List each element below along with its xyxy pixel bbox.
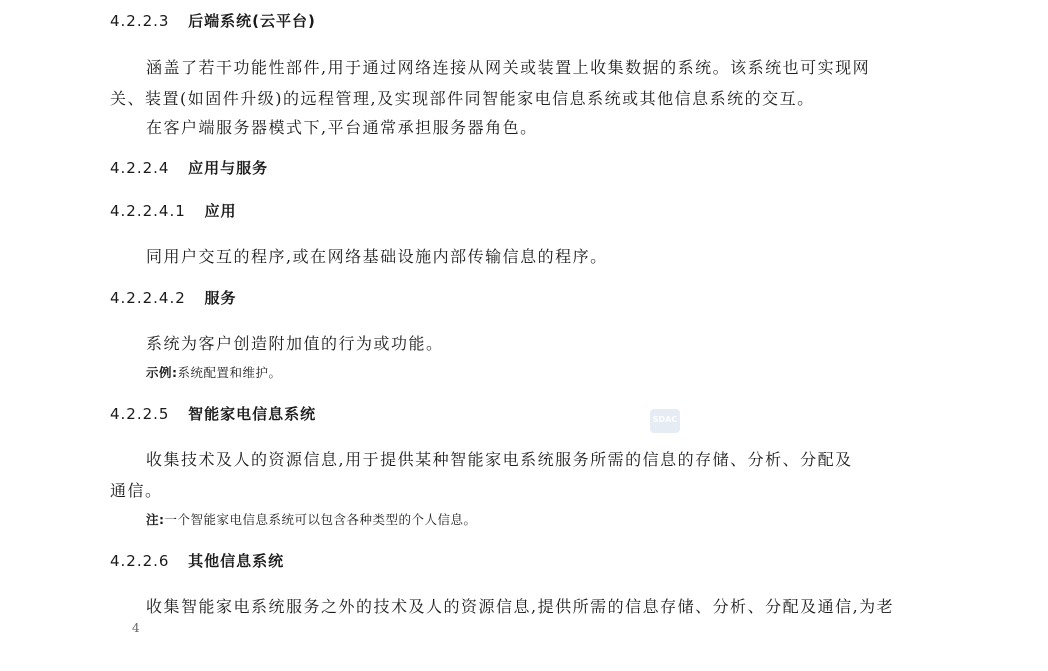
- paragraph-line: 通信。: [110, 481, 163, 500]
- heading-4-2-2-4-1: [110, 200, 236, 221]
- note-label: 注:: [146, 512, 165, 527]
- section-number: 4.2.2.3: [110, 12, 170, 30]
- section-number: 4.2.2.5: [110, 405, 170, 423]
- note-text: 一个智能家电信息系统可以包含各种类型的个人信息。: [164, 512, 477, 527]
- watermark-text: SDAC: [652, 415, 678, 424]
- paragraph-line: 涵盖了若干功能性部件,用于通过网络连接从网关或装置上收集数据的系统。该系统也可实现网: [146, 58, 871, 77]
- heading-4-2-2-6: [110, 550, 284, 571]
- section-title: 应用与服务: [188, 159, 269, 177]
- section-title: 服务: [204, 289, 237, 307]
- heading-4-2-2-4: [110, 157, 268, 178]
- paragraph-line: 同用户交互的程序,或在网络基础设施内部传输信息的程序。: [146, 247, 608, 266]
- section-number: 4.2.2.4.2: [110, 289, 186, 307]
- paragraph-line: 系统为客户创造附加值的行为或功能。: [146, 334, 444, 353]
- heading-4-2-2-5: [110, 403, 316, 424]
- paragraph-line: 在客户端服务器模式下,平台通常承担服务器角色。: [146, 118, 538, 137]
- example-note: [146, 363, 282, 381]
- section-number: 4.2.2.4.1: [110, 202, 186, 220]
- heading-4-2-2-3: [110, 10, 316, 31]
- example-label: 示例:: [146, 365, 178, 380]
- example-text: 系统配置和维护。: [177, 365, 282, 380]
- page-number: 4: [132, 621, 140, 635]
- heading-4-2-2-4-2: [110, 287, 236, 308]
- paragraph-line: 收集技术及人的资源信息,用于提供某种智能家电系统服务所需的信息的存储、分析、分配及: [146, 450, 853, 469]
- section-title: 应用: [204, 202, 237, 220]
- section-number: 4.2.2.6: [110, 552, 170, 570]
- watermark-logo: [650, 409, 680, 433]
- paragraph-line: 收集智能家电系统服务之外的技术及人的资源信息,提供所需的信息存储、分析、分配及通信,为老: [146, 597, 895, 616]
- section-title: 其他信息系统: [188, 552, 285, 570]
- section-number: 4.2.2.4: [110, 159, 170, 177]
- note: [146, 510, 477, 528]
- section-title: 后端系统(云平台): [188, 12, 316, 30]
- paragraph-line: 关、装置(如固件升级)的远程管理,及实现部件同智能家电信息系统或其他信息系统的交互。: [110, 89, 815, 108]
- section-title: 智能家电信息系统: [188, 405, 317, 423]
